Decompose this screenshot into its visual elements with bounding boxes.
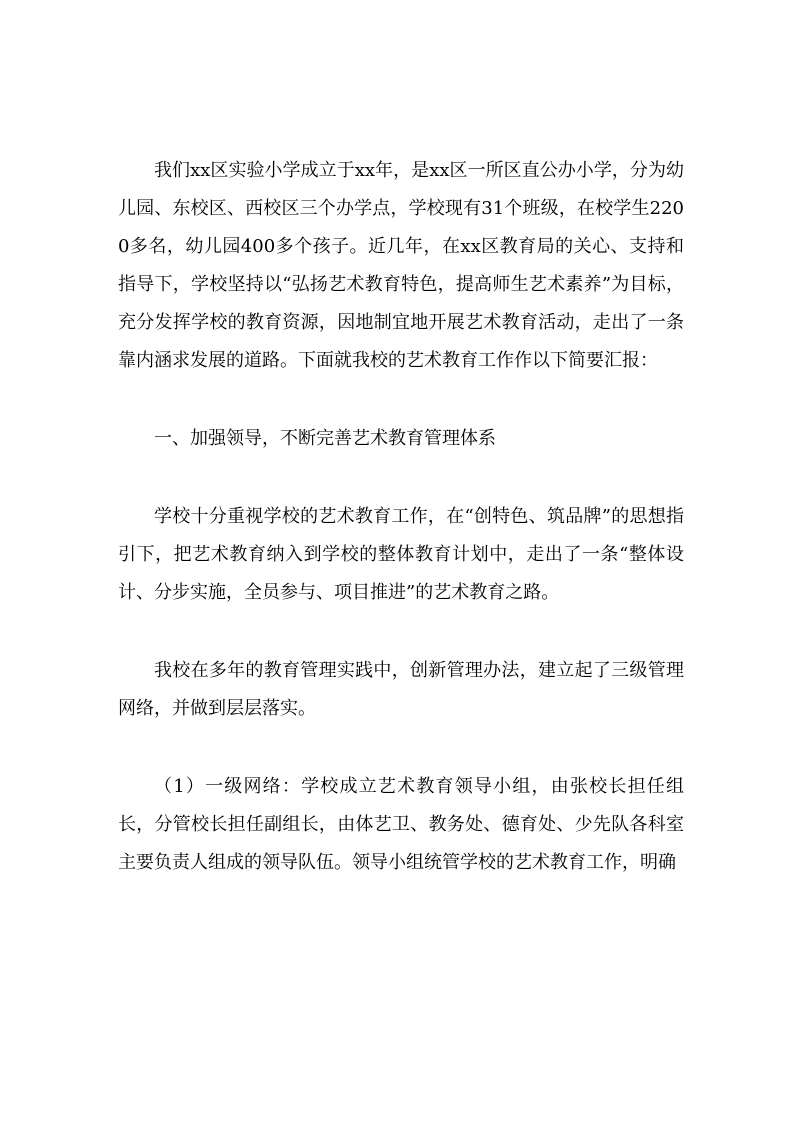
- body-paragraph: 学校十分重视学校的艺术教育工作，在“创特色、筑品牌”的思想指引下，把艺术教育纳入到学校的整体教育计划中，走出了一条“整体设计、分步实施，全员参与、项目推进”的艺术教育之路。: [118, 506, 684, 603]
- body-paragraph: 我校在多年的教育管理实践中，创新管理办法，建立起了三级管理网络，并做到层层落实。: [118, 660, 684, 719]
- document-body: [118, 152, 684, 882]
- paragraph-gap: [118, 380, 684, 420]
- intro-paragraph: 我们xx区实验小学成立于xx年，是xx区一所区直公办小学，分为幼儿园、东校区、西校区三个办学点，学校现有31个班级，在校学生2200多名，幼儿园400多个孩子。近几年，在xx区教育局的关心、支持和指导下，学校坚持以“弘扬艺术教育特色，提高师生艺术素养”为目标，充分发挥学校的教育资源，因地制宜地开展艺术教育活动，走出了一条靠内涵求发展的道路。下面就我校的艺术教育工作作以下简要汇报：: [118, 160, 684, 371]
- paragraph-gap: [118, 458, 684, 498]
- paragraph-gap: [118, 612, 684, 652]
- section-heading: 一、加强领导，不断完善艺术教育管理体系: [154, 428, 496, 449]
- body-paragraph: （1）一级网络：学校成立艺术教育领导小组，由张校长担任组长，分管校长担任副组长，由体艺卫、教务处、德育处、少先队各科室主要负责人组成的领导队伍。领导小组统管学校的艺术教育工作，明确: [118, 776, 684, 873]
- paragraph-gap: [118, 728, 684, 768]
